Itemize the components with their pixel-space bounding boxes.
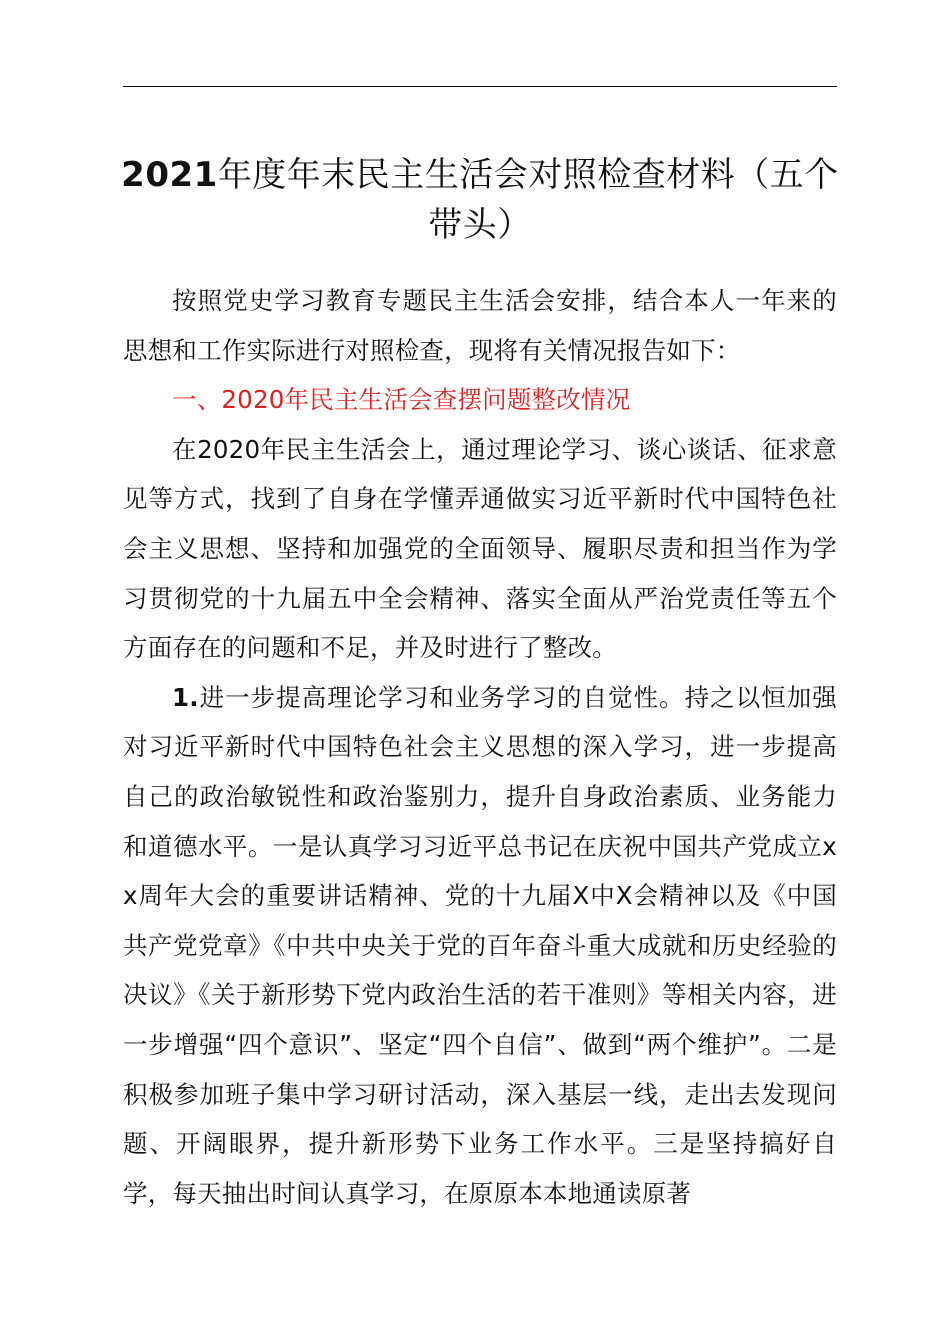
section-paragraph: 在2020年民主生活会上，通过理论学习、谈心谈话、征求意见等方式，找到了自身在学懂弄通做实习近平新时代中国特色社会主义思想、坚持和加强党的全面领导、履职尽责和担当作为学习贯彻党的十九届五中全会精神、落实全面从严治党责任等五个方面存在的问题和不足，并及时进行了整改。 xyxy=(123,434,837,663)
title-year: 2021 xyxy=(121,155,218,195)
document-title xyxy=(110,150,850,250)
section-heading: 一、2020年民主生活会查摆问题整改情况 xyxy=(172,385,631,415)
item-paragraph xyxy=(123,673,837,1219)
item-text: 进一步提高理论学习和业务学习的自觉性。持之以恒加强对习近平新时代中国特色社会主义思想的深入学习，进一步提高自己的政治敏锐性和政治鉴别力，提升自身政治素质、业务能力和道德水平。一是认真学习习近平总书记在庆祝中国共产党成立xx周年大会的重要讲话精神、党的十九届X中X会精神以及《中国共产党党章》《中共中央关于党的百年奋斗重大成就和历史经验的决议》《关于新形势下党内政治生活的若干准则》等相关内容，进一步增强“四个意识”、坚定“四个自信”、做到“两个维护”。二是积极参加班子集中学习研讨活动，深入基层一线，走出去发现问题、开阔眼界，提升新形势下业务工作水平。三是坚持搞好自学，每天抽出时间认真学习，在原原本本地通读原著 xyxy=(123,682,837,1208)
intro-paragraph: 按照党史学习教育专题民主生活会安排，结合本人一年来的思想和工作实际进行对照检查，现将有关情况报告如下： xyxy=(123,286,837,365)
title-text: 年度年末民主生活会对照检查材料（五个带头） xyxy=(217,155,839,245)
item-number: 1. xyxy=(172,682,199,712)
header-rule xyxy=(123,86,837,87)
document-body xyxy=(123,276,837,1218)
